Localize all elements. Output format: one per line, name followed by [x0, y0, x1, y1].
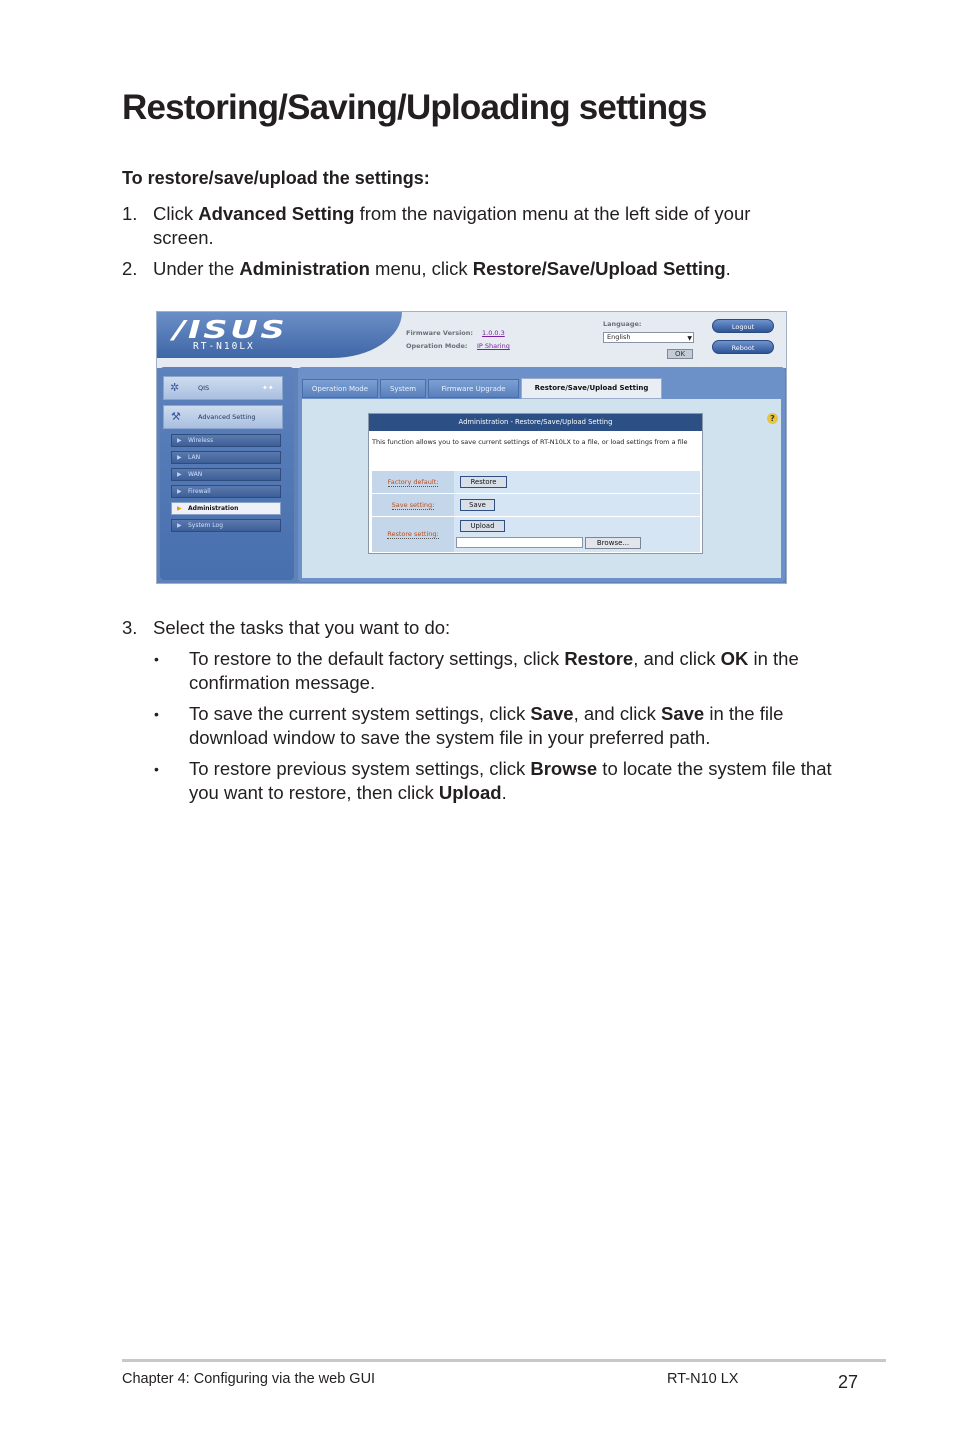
opmode-link[interactable]: IP Sharing — [477, 342, 510, 350]
nav-item-firewall[interactable]: ▶ Firewall — [171, 485, 281, 498]
upload-button[interactable]: Upload — [460, 520, 505, 532]
router-gui-screenshot — [156, 311, 787, 584]
footer-rule — [122, 1359, 886, 1362]
step-1-text: Click Advanced Setting from the navigation menu at the left side of your screen. — [153, 203, 751, 248]
tab-restore-save-upload[interactable]: Restore/Save/Upload Setting — [521, 378, 662, 399]
opmode-label: Operation Mode: — [406, 342, 468, 350]
factory-default-label: Factory default: — [387, 478, 439, 486]
save-setting-row — [372, 493, 700, 516]
nav-item-administration[interactable]: ▶ Administration — [171, 502, 281, 515]
bullet-marker: • — [154, 651, 159, 667]
ok-button[interactable]: OK — [667, 349, 693, 359]
settings-box-title: Administration - Restore/Save/Upload Setting — [369, 414, 702, 431]
bullet-2-text: To save the current system settings, click Save, and click Save in the file download window to save the system file in your preferred path. — [189, 703, 784, 748]
play-icon: ▶ — [177, 488, 182, 495]
bullet-marker: • — [154, 761, 159, 777]
save-button[interactable]: Save — [460, 499, 495, 511]
nav-item-system-log[interactable]: ▶ System Log — [171, 519, 281, 532]
play-icon: ▶ — [177, 522, 182, 529]
restore-setting-row — [372, 516, 700, 552]
play-icon: ▶ — [177, 471, 182, 478]
settings-box — [368, 413, 703, 554]
restore-setting-label: Restore setting: — [387, 530, 439, 538]
language-label: Language: — [603, 320, 642, 328]
firmware-label: Firmware Version: — [406, 329, 473, 337]
nav-item-lan[interactable]: ▶ LAN — [171, 451, 281, 464]
logo-banner — [157, 312, 402, 358]
step-3-text: Select the tasks that you want to do: — [153, 617, 451, 638]
restore-button[interactable]: Restore — [460, 476, 507, 488]
help-icon[interactable]: ? — [767, 413, 778, 424]
logout-button[interactable]: Logout — [712, 319, 774, 333]
router-model: RT-N10LX — [193, 341, 255, 352]
reboot-button[interactable]: Reboot — [712, 340, 774, 354]
bullet-1-text: To restore to the default factory settings, click Restore, and click OK in the confirmation message. — [189, 648, 799, 693]
nav-item-wireless[interactable]: ▶ Wireless — [171, 434, 281, 447]
footer-model: RT-N10 LX — [667, 1371, 739, 1387]
firmware-link[interactable]: 1.0.0.3 — [482, 329, 505, 337]
nav-advanced-setting[interactable] — [163, 405, 283, 429]
browse-button[interactable]: Browse... — [585, 537, 641, 549]
save-setting-label: Save setting: — [391, 501, 435, 509]
play-icon: ▶ — [177, 437, 182, 444]
sparkle-icon: ✦✦ — [262, 384, 274, 392]
page-title: Restoring/Saving/Uploading settings — [122, 88, 707, 127]
nav-item-wan[interactable]: ▶ WAN — [171, 468, 281, 481]
play-icon: ▶ — [177, 454, 182, 461]
router-header — [157, 312, 787, 368]
footer-chapter: Chapter 4: Configuring via the web GUI — [122, 1371, 376, 1387]
asus-logo: /ISUS — [173, 315, 288, 344]
step-2-number: 2. — [122, 258, 138, 279]
file-path-input[interactable] — [456, 537, 583, 548]
language-select[interactable]: English ▼ — [603, 332, 694, 343]
subheading: To restore/save/upload the settings: — [122, 168, 430, 188]
tab-system[interactable]: System — [380, 379, 426, 398]
bullet-3-text: To restore previous system settings, click Browse to locate the system file that you want to restore, then click Upload. — [189, 758, 832, 803]
tab-operation-mode[interactable]: Operation Mode — [302, 379, 378, 398]
play-icon: ▶ — [177, 505, 182, 512]
step-3-number: 3. — [122, 617, 138, 638]
tab-firmware-upgrade[interactable]: Firmware Upgrade — [428, 379, 519, 398]
nav-qis[interactable] — [163, 376, 283, 400]
factory-default-row — [372, 470, 700, 493]
bullet-marker: • — [154, 706, 159, 722]
step-1-number: 1. — [122, 203, 138, 224]
settings-description: This function allows you to save current settings of RT-N10LX to a file, or load settings from a file — [372, 438, 688, 446]
step-2-text: Under the Administration menu, click Restore/Save/Upload Setting. — [153, 258, 731, 279]
page-number: 27 — [838, 1372, 859, 1392]
tools-icon: ⚒ — [171, 410, 181, 423]
nav-advanced-label: Advanced Setting — [198, 413, 256, 421]
chevron-down-icon: ▼ — [687, 335, 692, 342]
nav-qis-label: QIS — [198, 384, 210, 392]
wizard-icon: ✲ — [170, 381, 180, 394]
